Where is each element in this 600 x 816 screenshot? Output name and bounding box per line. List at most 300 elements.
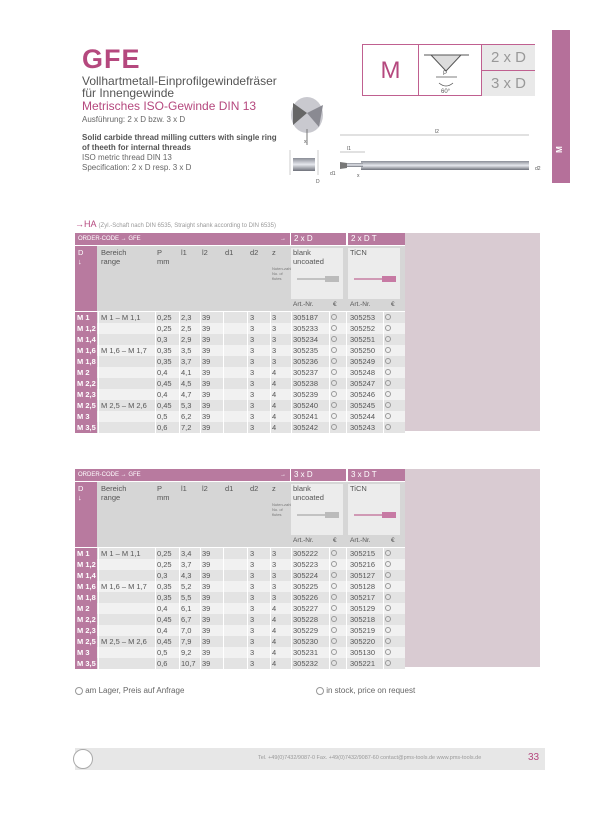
column-head-1: 3 x D	[291, 469, 346, 481]
cell-d: M 1,6	[77, 346, 96, 355]
order-code-bar	[75, 469, 290, 481]
table-row	[75, 400, 405, 411]
cell-l2: 39	[202, 604, 211, 613]
cell-p: 0,5	[157, 648, 168, 657]
table-row	[75, 345, 405, 356]
stock-circle-icon	[331, 594, 337, 600]
stock-circle-icon	[331, 424, 337, 430]
stock-circle-icon	[331, 561, 337, 567]
order-arrow: →	[280, 236, 286, 242]
column-separator	[155, 548, 156, 669]
cell-l2: 39	[202, 659, 211, 668]
stock-circle-icon	[331, 391, 337, 397]
badge-3xd: 3 x D	[481, 70, 535, 96]
cell-d: M 2,5	[77, 637, 96, 646]
cell-l1: 6,2	[181, 412, 192, 421]
cell-l2: 39	[202, 571, 211, 580]
cell-l2: 39	[202, 390, 211, 399]
col-eur-1: €	[333, 301, 337, 308]
col-d1: d1	[225, 484, 234, 493]
cell-l2: 39	[202, 560, 211, 569]
cell-p: 0,35	[157, 357, 172, 366]
label-l2: l2	[435, 129, 439, 135]
cell-l1: 2,9	[181, 335, 192, 344]
cell-z: 4	[272, 390, 277, 399]
col-art-2: Art.-Nr.	[350, 537, 371, 544]
cell-p: 0,35	[157, 593, 172, 602]
stock-circle-icon	[331, 347, 337, 353]
page-number: 33	[528, 752, 540, 763]
cell-d: M 1,8	[77, 357, 96, 366]
cell-d2: 3	[250, 571, 255, 580]
cell-l2: 39	[202, 648, 211, 657]
cell-d: M 1,4	[77, 571, 96, 580]
badge-p-label: P	[443, 71, 448, 77]
cell-d: M 3,5	[77, 423, 96, 432]
cell-p: 0,3	[157, 571, 168, 580]
cell-art-1: 305234	[293, 335, 319, 344]
stock-circle-icon	[331, 550, 337, 556]
col-eur-2: €	[391, 537, 395, 544]
col-d: D	[78, 248, 84, 257]
cell-z: 4	[272, 626, 277, 635]
badge-2xd: 2 x D	[481, 45, 535, 70]
ticn-tool-icon	[352, 508, 398, 522]
circle-icon	[316, 687, 324, 695]
cell-l1: 7,0	[181, 626, 192, 635]
cell-l2: 39	[202, 379, 211, 388]
cell-z: 4	[272, 637, 277, 646]
cell-p: 0,5	[157, 412, 168, 421]
cell-art-2: 305253	[350, 313, 376, 322]
coating-uncoated	[291, 248, 343, 299]
cutter-head-detail	[291, 97, 323, 145]
cell-range: M 1,6 – M 1,7	[101, 582, 147, 591]
col-p: P	[157, 248, 163, 257]
col-z: z	[272, 248, 276, 257]
table-row	[75, 389, 405, 400]
cell-z: 3	[272, 335, 277, 344]
cell-d2: 3	[250, 346, 255, 355]
cell-d2: 3	[250, 560, 255, 569]
cell-art-1: 305229	[293, 626, 319, 635]
cell-l1: 6,7	[181, 615, 192, 624]
table-row	[75, 647, 405, 658]
table-row	[75, 614, 405, 625]
stock-circle-icon	[385, 336, 391, 342]
coating-ticn	[348, 248, 400, 299]
cell-p: 0,3	[157, 335, 168, 344]
side-tab-label: M	[554, 146, 564, 153]
cell-d: M 2	[75, 603, 97, 614]
cell-d2: 3	[250, 401, 255, 410]
cell-art-2: 305215	[350, 549, 376, 558]
cell-l2: 39	[202, 549, 211, 558]
cell-l1: 3,7	[181, 560, 192, 569]
cell-z: 3	[272, 313, 277, 322]
order-code: ORDER-CODE → GFE	[78, 472, 141, 478]
column-separator	[291, 312, 292, 433]
cell-p: 0,45	[157, 637, 172, 646]
cell-d2: 3	[250, 357, 255, 366]
column-separator	[98, 312, 99, 433]
column-separator	[329, 548, 330, 669]
stock-circle-icon	[331, 369, 337, 375]
cell-l1: 4,5	[181, 379, 192, 388]
cell-z: 4	[272, 368, 277, 377]
col-blank: blank	[293, 484, 311, 493]
cell-l1: 4,1	[181, 368, 192, 377]
cell-d: M 2,2	[77, 379, 96, 388]
stock-circle-icon	[385, 627, 391, 633]
ha-note: (Zyl.-Schaft nach DIN 6535, Straight shank according to DIN 6535)	[98, 223, 276, 229]
column-separator	[270, 548, 271, 669]
column-separator	[247, 312, 248, 433]
cell-art-1: 305232	[293, 659, 319, 668]
cell-range: M 1 – M 1,1	[101, 549, 141, 558]
table-header	[75, 246, 405, 311]
legend-en: in stock, price on request	[316, 686, 415, 695]
col-eur-1: €	[333, 537, 337, 544]
cell-p: 0,25	[157, 313, 172, 322]
col-d-arrow: ↓	[78, 493, 82, 502]
label-x-top: x	[304, 139, 307, 145]
uncoated-tool-icon	[295, 272, 341, 286]
column-separator	[346, 548, 347, 669]
cell-art-2: 305243	[350, 423, 376, 432]
table-row	[75, 323, 405, 334]
cell-p: 0,4	[157, 604, 168, 613]
cell-d2: 3	[250, 659, 255, 668]
table-row	[75, 636, 405, 647]
table-row	[75, 592, 405, 603]
cell-d: M 1,2	[77, 324, 96, 333]
cell-l1: 10,7	[181, 659, 196, 668]
label-d1: d1	[330, 171, 336, 177]
col-eur-2: €	[391, 301, 395, 308]
section-side-tab[interactable]	[552, 30, 570, 183]
label-d: D	[316, 179, 320, 185]
stock-circle-icon	[385, 325, 391, 331]
tool-drawing	[285, 95, 550, 195]
cell-d: M 1,6	[77, 582, 96, 591]
table-row	[75, 312, 405, 323]
column-separator	[223, 548, 224, 669]
coating-uncoated	[291, 484, 343, 535]
table-row	[75, 422, 405, 433]
cell-l2: 39	[202, 368, 211, 377]
col-art-1: Art.-Nr.	[293, 301, 314, 308]
stock-circle-icon	[385, 413, 391, 419]
cell-art-1: 305242	[293, 423, 319, 432]
cell-l1: 3,7	[181, 357, 192, 366]
footer-contact: Tel. +49(0)7432/9087-0 Fax. +49(0)7432/9087-60 contact@pms-tools.de www.pms-tools.de	[258, 755, 482, 761]
col-mm: mm	[157, 257, 170, 266]
cell-l1: 5,3	[181, 401, 192, 410]
cell-art-1: 305228	[293, 615, 319, 624]
col-l2: l2	[202, 248, 208, 257]
badge-angle: 60°	[441, 89, 451, 94]
cell-range: M 1 – M 1,1	[101, 313, 141, 322]
col-z-sub: Nuten-zahl No. of flutes	[272, 266, 292, 281]
stock-circle-icon	[385, 550, 391, 556]
stock-circle-icon	[385, 380, 391, 386]
table-side-panel	[405, 469, 540, 667]
cell-z: 4	[272, 423, 277, 432]
cell-l2: 39	[202, 615, 211, 624]
cell-l2: 39	[202, 423, 211, 432]
cell-range: M 2,5 – M 2,6	[101, 637, 147, 646]
stock-circle-icon	[385, 638, 391, 644]
column-separator	[223, 312, 224, 433]
cell-l2: 39	[202, 401, 211, 410]
de-subtitle: Metrisches ISO-Gewinde DIN 13	[82, 99, 257, 113]
cell-l1: 2,5	[181, 324, 192, 333]
column-separator	[383, 548, 384, 669]
stock-circle-icon	[385, 391, 391, 397]
cell-d: M 1,8	[77, 593, 96, 602]
cell-art-2: 305128	[350, 582, 376, 591]
column-separator	[247, 548, 248, 669]
cell-z: 4	[272, 659, 277, 668]
circle-icon	[75, 687, 83, 695]
cell-art-1: 305233	[293, 324, 319, 333]
stock-circle-icon	[331, 572, 337, 578]
col-uncoated: uncoated	[293, 493, 324, 502]
col-d2: d2	[250, 248, 259, 257]
col-l2: l2	[202, 484, 208, 493]
cell-l2: 39	[202, 593, 211, 602]
cell-l1: 2,3	[181, 313, 192, 322]
cell-z: 4	[272, 379, 277, 388]
cell-d2: 3	[250, 549, 255, 558]
cell-art-1: 305187	[293, 313, 319, 322]
order-code-bar	[75, 233, 290, 245]
cell-art-1: 305227	[293, 604, 319, 613]
stock-circle-icon	[385, 561, 391, 567]
cell-d: M 1,4	[77, 335, 96, 344]
cell-art-2: 305127	[350, 571, 376, 580]
en-title-line-2: of theeth for internal threads	[82, 143, 191, 152]
page-title: GFE	[82, 44, 141, 74]
cell-z: 4	[272, 615, 277, 624]
cell-z: 4	[272, 648, 277, 657]
cell-art-2: 305245	[350, 401, 376, 410]
cell-l1: 3,5	[181, 346, 192, 355]
cell-l1: 4,3	[181, 571, 192, 580]
col-bereich: Bereich	[101, 484, 127, 493]
col-d1: d1	[225, 248, 234, 257]
table-row	[75, 559, 405, 570]
col-l1: l1	[181, 484, 187, 493]
cell-d2: 3	[250, 335, 255, 344]
column-separator	[291, 548, 292, 669]
table-row	[75, 658, 405, 669]
table-row	[75, 334, 405, 345]
table-row	[75, 378, 405, 389]
stock-circle-icon	[331, 314, 337, 320]
stock-circle-icon	[331, 649, 337, 655]
cell-l1: 7,2	[181, 423, 192, 432]
legend-de: am Lager, Preis auf Anfrage	[75, 686, 184, 695]
cell-z: 3	[272, 560, 277, 569]
col-ticn: TiCN	[350, 248, 367, 257]
cell-art-2: 305251	[350, 335, 376, 344]
cell-art-1: 305223	[293, 560, 319, 569]
stock-circle-icon	[331, 583, 337, 589]
cell-d2: 3	[250, 626, 255, 635]
cell-art-1: 305240	[293, 401, 319, 410]
cell-art-2: 305130	[350, 648, 376, 657]
cell-z: 4	[272, 412, 277, 421]
table-row	[75, 356, 405, 367]
cell-art-2: 305250	[350, 346, 376, 355]
cell-d2: 3	[250, 368, 255, 377]
cell-l1: 4,7	[181, 390, 192, 399]
uncoated-tool-icon	[295, 508, 341, 522]
cell-d2: 3	[250, 379, 255, 388]
de-title-line-1: Vollhartmetall-Einprofilgewindefräser	[82, 74, 277, 88]
cell-z: 3	[272, 549, 277, 558]
column-separator	[98, 548, 99, 669]
cell-d2: 3	[250, 593, 255, 602]
table-row	[75, 367, 405, 378]
cell-art-1: 305236	[293, 357, 319, 366]
stock-circle-icon	[385, 649, 391, 655]
cell-d: M 1	[75, 312, 97, 323]
cell-art-2: 305247	[350, 379, 376, 388]
company-logo-icon	[73, 749, 93, 769]
cell-d2: 3	[250, 412, 255, 421]
col-range: range	[101, 493, 121, 502]
cell-d: M 2,5	[77, 401, 96, 410]
stock-circle-icon	[385, 424, 391, 430]
shank-note	[75, 219, 276, 229]
cell-art-2: 305244	[350, 412, 376, 421]
table-row	[75, 581, 405, 592]
cell-z: 3	[272, 346, 277, 355]
stock-circle-icon	[385, 594, 391, 600]
stock-circle-icon	[331, 638, 337, 644]
cell-p: 0,35	[157, 582, 172, 591]
cell-z: 3	[272, 593, 277, 602]
cell-d: M 3	[75, 411, 97, 422]
thread-profile-icon	[421, 47, 479, 94]
cell-d2: 3	[250, 313, 255, 322]
cell-p: 0,45	[157, 615, 172, 624]
col-ticn: TiCN	[350, 484, 367, 493]
cell-d: M 3	[75, 647, 97, 658]
column-separator	[383, 312, 384, 433]
stock-circle-icon	[331, 358, 337, 364]
stock-circle-icon	[385, 314, 391, 320]
label-x: x	[357, 173, 360, 179]
cell-d: M 2	[75, 367, 97, 378]
cell-art-1: 305239	[293, 390, 319, 399]
cell-l2: 39	[202, 324, 211, 333]
cell-d: M 1	[75, 548, 97, 559]
stock-circle-icon	[331, 380, 337, 386]
column-separator	[200, 548, 201, 669]
en-spec: Specification: 2 x D resp. 3 x D	[82, 163, 192, 172]
cell-art-2: 305248	[350, 368, 376, 377]
table-row	[75, 625, 405, 636]
cell-art-1: 305222	[293, 549, 319, 558]
cell-d: M 2,3	[77, 390, 96, 399]
cell-p: 0,35	[157, 346, 172, 355]
cell-l1: 9,2	[181, 648, 192, 657]
cell-p: 0,45	[157, 379, 172, 388]
cell-art-2: 305252	[350, 324, 376, 333]
table-header	[75, 482, 405, 547]
order-code: ORDER-CODE → GFE	[78, 236, 141, 242]
de-spec: Ausführung: 2 x D bzw. 3 x D	[82, 115, 186, 124]
cell-z: 3	[272, 582, 277, 591]
column-separator	[200, 312, 201, 433]
table-row	[75, 603, 405, 614]
cell-l2: 39	[202, 313, 211, 322]
col-d-arrow: ↓	[78, 257, 82, 266]
cell-d: M 2,3	[77, 626, 96, 635]
cell-art-1: 305241	[293, 412, 319, 421]
column-separator	[155, 312, 156, 433]
cell-art-2: 305246	[350, 390, 376, 399]
cell-range: M 1,6 – M 1,7	[101, 346, 147, 355]
cell-p: 0,25	[157, 549, 172, 558]
cell-p: 0,6	[157, 423, 168, 432]
col-bereich: Bereich	[101, 248, 127, 257]
cell-d2: 3	[250, 324, 255, 333]
col-range: range	[101, 257, 121, 266]
table-side-panel	[405, 233, 540, 431]
stock-circle-icon	[385, 369, 391, 375]
cell-l1: 3,4	[181, 549, 192, 558]
cell-range: M 2,5 – M 2,6	[101, 401, 147, 410]
cell-l2: 39	[202, 335, 211, 344]
cell-l1: 5,5	[181, 593, 192, 602]
cell-d2: 3	[250, 390, 255, 399]
cell-l2: 39	[202, 626, 211, 635]
cell-art-1: 305231	[293, 648, 319, 657]
col-z: z	[272, 484, 276, 493]
cell-art-1: 305225	[293, 582, 319, 591]
col-mm: mm	[157, 493, 170, 502]
cell-art-1: 305226	[293, 593, 319, 602]
cell-art-2: 305220	[350, 637, 376, 646]
order-arrow: →	[280, 472, 286, 478]
stock-circle-icon	[331, 605, 337, 611]
table-row	[75, 570, 405, 581]
stock-circle-icon	[385, 616, 391, 622]
badge-letter: M	[363, 45, 419, 95]
stock-circle-icon	[385, 605, 391, 611]
cell-d2: 3	[250, 604, 255, 613]
stock-circle-icon	[331, 660, 337, 666]
cell-art-2: 305219	[350, 626, 376, 635]
en-subtitle: ISO metric thread DIN 13	[82, 153, 172, 162]
stock-circle-icon	[331, 336, 337, 342]
column-separator	[346, 312, 347, 433]
stock-circle-icon	[385, 572, 391, 578]
cell-z: 3	[272, 324, 277, 333]
ha-label: →HA	[75, 219, 97, 229]
en-title-line-1: Solid carbide thread milling cutters with single ring	[82, 133, 277, 142]
cell-d: M 2,2	[77, 615, 96, 624]
cell-d: M 3,5	[77, 659, 96, 668]
cell-l1: 7,9	[181, 637, 192, 646]
col-art-1: Art.-Nr.	[293, 537, 314, 544]
cell-p: 0,45	[157, 401, 172, 410]
